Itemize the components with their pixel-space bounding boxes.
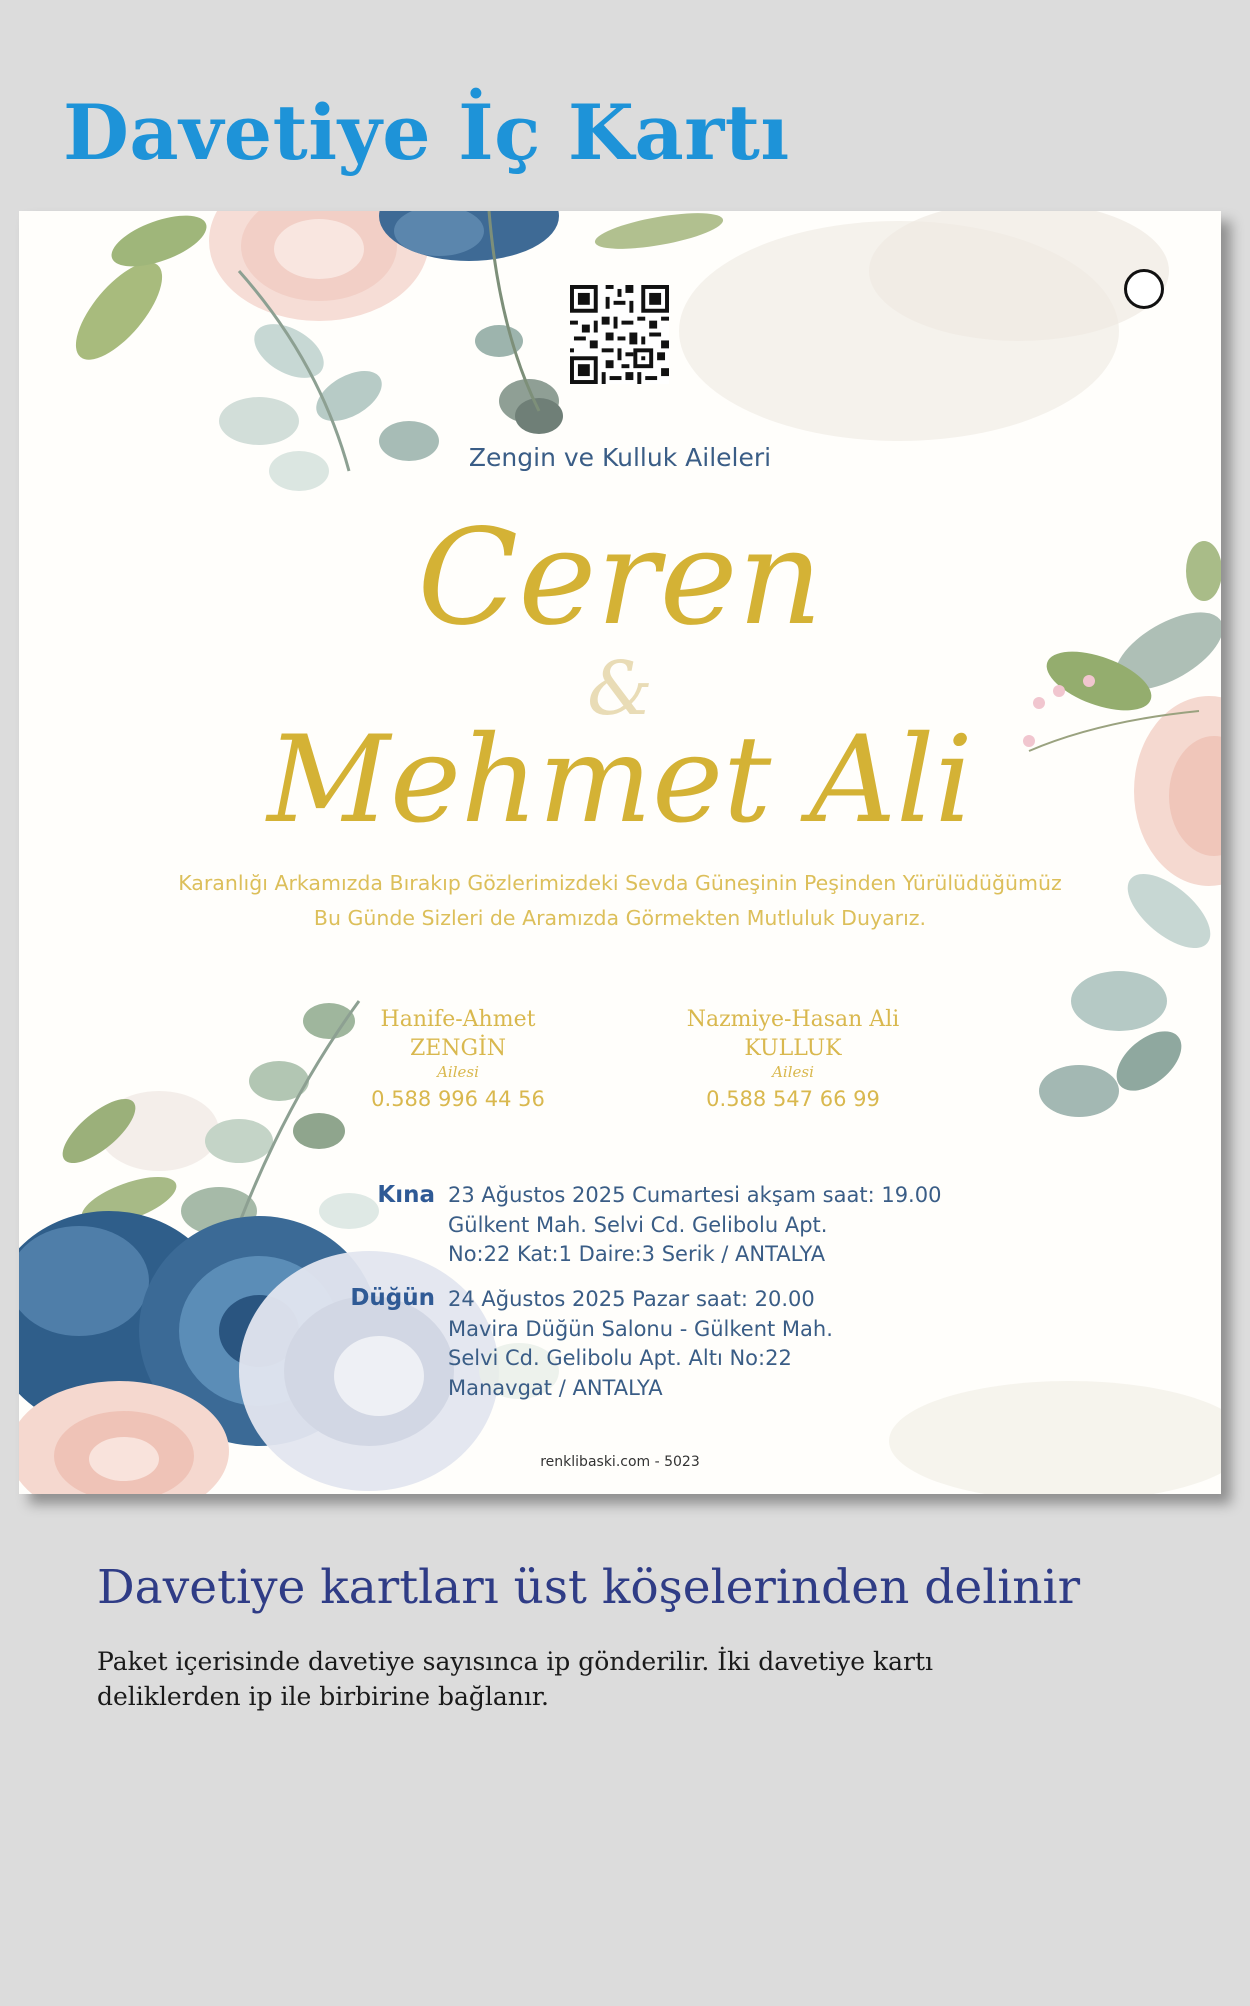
- event-line: Selvi Cd. Gelibolu Apt. Altı No:22: [448, 1346, 792, 1370]
- event-line: 23 Ağustos 2025 Cumartesi akşam saat: 19.00: [448, 1183, 942, 1207]
- dugun-label: Düğün: [350, 1285, 435, 1311]
- page-title: Davetiye İç Kartı: [63, 88, 790, 177]
- invitation-verse: [19, 866, 1221, 936]
- parent-phone: 0.588 547 66 99: [706, 1087, 880, 1111]
- section-heading: Davetiye kartları üst köşelerinden delinir: [97, 1560, 1081, 1615]
- parent-family-label: Ailesi: [772, 1063, 814, 1081]
- kina-details: [448, 1181, 941, 1270]
- parent-surname: KULLUK: [744, 1036, 842, 1061]
- section-description: Paket içerisinde davetiye sayısınca ip gönderilir. İki davetiye kartı deliklerden ip ile birbirine bağlanır.: [97, 1647, 933, 1711]
- event-line: 24 Ağustos 2025 Pazar saat: 20.00: [448, 1287, 815, 1311]
- families-line: Zengin ve Kulluk Aileleri: [468, 443, 772, 472]
- printer-credit: renklibaski.com - 5023: [540, 1454, 700, 1470]
- kina-label: Kına: [377, 1182, 435, 1208]
- qr-code-icon[interactable]: [570, 285, 669, 384]
- invitation-card: [19, 211, 1221, 1494]
- verse-line: Karanlığı Arkamızda Bırakıp Gözlerimizdeki Sevda Güneşinin Peşinden Yürülüdüğümüz: [178, 871, 1062, 895]
- parent-surname: ZENGİN: [409, 1036, 507, 1061]
- parent-family-label: Ailesi: [437, 1063, 479, 1081]
- parent-names: Hanife-Ahmet: [380, 1007, 536, 1032]
- event-line: No:22 Kat:1 Daire:3 Serik / ANTALYA: [448, 1242, 826, 1266]
- parent-names: Nazmiye-Hasan Ali: [686, 1007, 900, 1032]
- groom-parents: [643, 1005, 943, 1117]
- event-line: Gülkent Mah. Selvi Cd. Gelibolu Apt.: [448, 1212, 828, 1237]
- groom-name: Mehmet Ali: [267, 711, 973, 850]
- dugun-details: [448, 1285, 833, 1403]
- ampersand: &: [587, 646, 653, 732]
- bride-name: Ceren: [417, 501, 823, 655]
- punch-hole-icon: [1124, 269, 1164, 309]
- parent-phone: 0.588 996 44 56: [371, 1087, 545, 1111]
- event-line: Mavira Düğün Salonu - Gülkent Mah.: [448, 1316, 833, 1341]
- verse-line: Bu Günde Sizleri de Aramızda Görmekten Mutluluk Duyarız.: [313, 906, 927, 930]
- event-line: Manavgat / ANTALYA: [448, 1375, 663, 1400]
- bride-parents: [308, 1005, 608, 1117]
